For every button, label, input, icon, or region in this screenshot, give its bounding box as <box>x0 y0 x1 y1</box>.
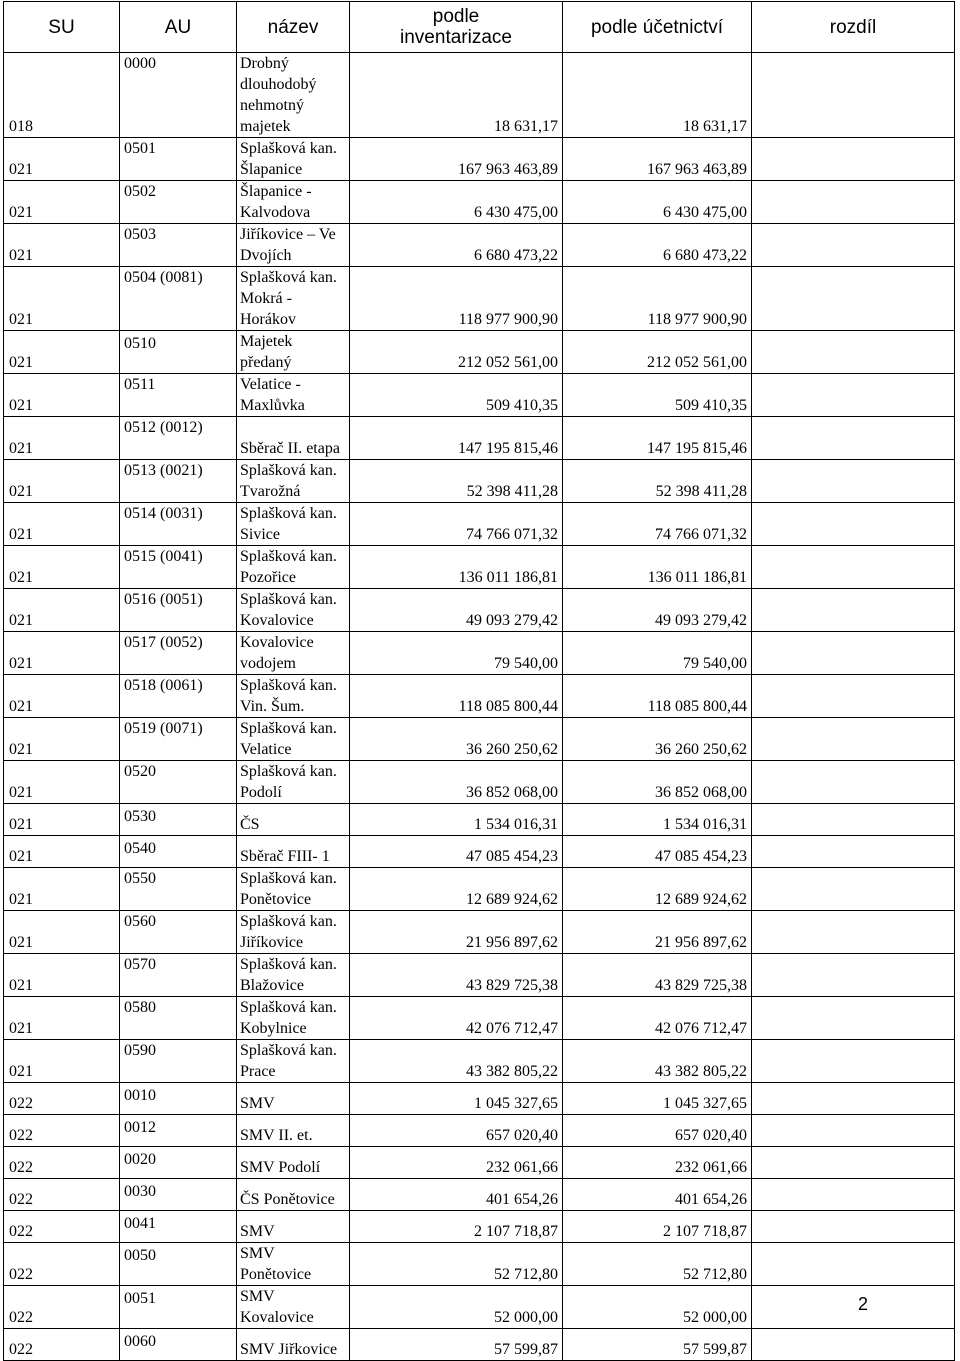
cell-inventarizace: 74 766 071,32 <box>350 503 563 546</box>
header-su: SU <box>4 2 120 53</box>
cell-nazev: Jiříkovice – Ve Dvojích <box>237 224 350 267</box>
cell-su: 021 <box>4 460 120 503</box>
table-row <box>4 1243 955 1286</box>
cell-ucetnictvi: 21 956 897,62 <box>563 911 752 954</box>
cell-au: 0012 <box>120 1115 237 1147</box>
cell-rozdil <box>752 181 955 224</box>
table-body <box>4 53 955 1361</box>
cell-nazev: SMV Jiřkovice <box>237 1329 350 1361</box>
cell-su: 021 <box>4 997 120 1040</box>
cell-au: 0503 <box>120 224 237 267</box>
cell-au: 0590 <box>120 1040 237 1083</box>
cell-ucetnictvi: 657 020,40 <box>563 1115 752 1147</box>
cell-nazev: ČS Ponětovice <box>237 1179 350 1211</box>
cell-nazev: Sběrač FIII- 1 <box>237 836 350 868</box>
cell-inventarizace: 6 680 473,22 <box>350 224 563 267</box>
table-row <box>4 997 955 1040</box>
cell-au: 0501 <box>120 138 237 181</box>
cell-nazev: Kovalovice vodojem <box>237 632 350 675</box>
cell-su: 021 <box>4 138 120 181</box>
cell-nazev: Drobný dlouhodobý nehmotný majetek <box>237 53 350 138</box>
cell-su: 021 <box>4 589 120 632</box>
cell-au: 0504 (0081) <box>120 267 237 331</box>
cell-nazev: SMV Kovalovice <box>237 1286 350 1329</box>
header-ucetnictvi: podle účetnictví <box>563 2 752 53</box>
cell-su: 021 <box>4 911 120 954</box>
table-row <box>4 138 955 181</box>
table-row <box>4 868 955 911</box>
cell-inventarizace: 42 076 712,47 <box>350 997 563 1040</box>
cell-nazev: Splašková kan. Tvarožná <box>237 460 350 503</box>
table-row <box>4 1147 955 1179</box>
cell-rozdil <box>752 836 955 868</box>
cell-inventarizace: 212 052 561,00 <box>350 331 563 374</box>
cell-rozdil <box>752 868 955 911</box>
cell-su: 021 <box>4 675 120 718</box>
cell-su: 021 <box>4 331 120 374</box>
cell-nazev: Splašková kan. Podolí <box>237 761 350 804</box>
cell-rozdil <box>752 804 955 836</box>
cell-inventarizace: 52 000,00 <box>350 1286 563 1329</box>
cell-rozdil <box>752 675 955 718</box>
cell-au: 0518 (0061) <box>120 675 237 718</box>
table-row <box>4 1286 955 1329</box>
cell-nazev: SMV <box>237 1083 350 1115</box>
cell-rozdil <box>752 1147 955 1179</box>
cell-nazev: Splašková kan. Mokrá - Horákov <box>237 267 350 331</box>
table-row <box>4 911 955 954</box>
cell-su: 021 <box>4 836 120 868</box>
table-row <box>4 718 955 761</box>
cell-ucetnictvi: 167 963 463,89 <box>563 138 752 181</box>
cell-inventarizace: 79 540,00 <box>350 632 563 675</box>
cell-su: 022 <box>4 1329 120 1361</box>
cell-ucetnictvi: 12 689 924,62 <box>563 868 752 911</box>
cell-ucetnictvi: 74 766 071,32 <box>563 503 752 546</box>
cell-au: 0570 <box>120 954 237 997</box>
cell-au: 0020 <box>120 1147 237 1179</box>
table-row <box>4 53 955 138</box>
cell-inventarizace: 1 045 327,65 <box>350 1083 563 1115</box>
cell-su: 022 <box>4 1179 120 1211</box>
cell-inventarizace: 43 382 805,22 <box>350 1040 563 1083</box>
cell-rozdil <box>752 138 955 181</box>
cell-nazev: SMV Ponětovice <box>237 1243 350 1286</box>
header-inventarizace-line2: inventarizace <box>400 27 512 48</box>
cell-rozdil <box>752 911 955 954</box>
cell-au: 0516 (0051) <box>120 589 237 632</box>
cell-inventarizace: 6 430 475,00 <box>350 181 563 224</box>
table-row <box>4 836 955 868</box>
table-row <box>4 1115 955 1147</box>
cell-su: 021 <box>4 632 120 675</box>
cell-su: 021 <box>4 374 120 417</box>
cell-su: 021 <box>4 1040 120 1083</box>
table-row <box>4 589 955 632</box>
cell-ucetnictvi: 47 085 454,23 <box>563 836 752 868</box>
table-row <box>4 632 955 675</box>
cell-ucetnictvi: 43 829 725,38 <box>563 954 752 997</box>
cell-nazev: Splašková kan. Sivice <box>237 503 350 546</box>
cell-rozdil <box>752 632 955 675</box>
cell-nazev: Velatice - Maxlůvka <box>237 374 350 417</box>
cell-inventarizace: 167 963 463,89 <box>350 138 563 181</box>
cell-ucetnictvi: 79 540,00 <box>563 632 752 675</box>
cell-ucetnictvi: 401 654,26 <box>563 1179 752 1211</box>
cell-au: 0580 <box>120 997 237 1040</box>
cell-rozdil <box>752 997 955 1040</box>
table-row <box>4 546 955 589</box>
table-row <box>4 954 955 997</box>
table-row <box>4 417 955 460</box>
cell-su: 021 <box>4 761 120 804</box>
cell-rozdil <box>752 503 955 546</box>
cell-ucetnictvi: 136 011 186,81 <box>563 546 752 589</box>
cell-ucetnictvi: 1 534 016,31 <box>563 804 752 836</box>
cell-ucetnictvi: 2 107 718,87 <box>563 1211 752 1243</box>
cell-inventarizace: 18 631,17 <box>350 53 563 138</box>
cell-au: 0515 (0041) <box>120 546 237 589</box>
cell-nazev: Splašková kan. Prace <box>237 1040 350 1083</box>
header-inventarizace-line1: podle <box>432 6 480 27</box>
cell-su: 021 <box>4 503 120 546</box>
cell-rozdil <box>752 331 955 374</box>
cell-rozdil <box>752 1115 955 1147</box>
cell-inventarizace: 657 020,40 <box>350 1115 563 1147</box>
cell-nazev: Splašková kan. Jiříkovice <box>237 911 350 954</box>
cell-su: 022 <box>4 1147 120 1179</box>
cell-nazev: SMV II. et. <box>237 1115 350 1147</box>
cell-su: 021 <box>4 718 120 761</box>
cell-nazev: Splašková kan. Vin. Šum. <box>237 675 350 718</box>
cell-su: 021 <box>4 868 120 911</box>
table-row <box>4 181 955 224</box>
cell-inventarizace: 57 599,87 <box>350 1329 563 1361</box>
cell-au: 0060 <box>120 1329 237 1361</box>
cell-su: 022 <box>4 1115 120 1147</box>
cell-su: 021 <box>4 267 120 331</box>
cell-inventarizace: 147 195 815,46 <box>350 417 563 460</box>
table-row <box>4 761 955 804</box>
cell-ucetnictvi: 57 599,87 <box>563 1329 752 1361</box>
header-nazev: název <box>237 2 350 53</box>
table-row <box>4 1211 955 1243</box>
cell-su: 022 <box>4 1286 120 1329</box>
cell-su: 018 <box>4 53 120 138</box>
cell-rozdil <box>752 589 955 632</box>
cell-inventarizace: 49 093 279,42 <box>350 589 563 632</box>
cell-rozdil <box>752 1083 955 1115</box>
cell-au: 0051 <box>120 1286 237 1329</box>
cell-su: 021 <box>4 224 120 267</box>
cell-rozdil <box>752 1329 955 1361</box>
cell-rozdil <box>752 761 955 804</box>
cell-rozdil <box>752 224 955 267</box>
table-row <box>4 224 955 267</box>
cell-rozdil <box>752 954 955 997</box>
cell-rozdil <box>752 460 955 503</box>
cell-ucetnictvi: 49 093 279,42 <box>563 589 752 632</box>
cell-su: 022 <box>4 1211 120 1243</box>
table-row <box>4 675 955 718</box>
cell-nazev: Splašková kan. Pozořice <box>237 546 350 589</box>
cell-au: 0050 <box>120 1243 237 1286</box>
cell-ucetnictvi: 42 076 712,47 <box>563 997 752 1040</box>
cell-nazev: Splašková kan. Velatice <box>237 718 350 761</box>
cell-au: 0000 <box>120 53 237 138</box>
table-row <box>4 267 955 331</box>
header-rozdil: rozdíl <box>752 2 955 53</box>
cell-nazev: Sběrač II. etapa <box>237 417 350 460</box>
cell-inventarizace: 509 410,35 <box>350 374 563 417</box>
header-inventarizace <box>350 2 563 53</box>
cell-rozdil <box>752 417 955 460</box>
cell-au: 0530 <box>120 804 237 836</box>
table-header-row <box>4 2 955 53</box>
cell-au: 0540 <box>120 836 237 868</box>
table-row <box>4 374 955 417</box>
table-row <box>4 1083 955 1115</box>
cell-inventarizace: 12 689 924,62 <box>350 868 563 911</box>
cell-inventarizace: 47 085 454,23 <box>350 836 563 868</box>
table-row <box>4 1040 955 1083</box>
cell-ucetnictvi: 118 085 800,44 <box>563 675 752 718</box>
cell-nazev: Šlapanice - Kalvodova <box>237 181 350 224</box>
cell-ucetnictvi: 52 000,00 <box>563 1286 752 1329</box>
cell-inventarizace: 118 085 800,44 <box>350 675 563 718</box>
cell-su: 022 <box>4 1083 120 1115</box>
cell-rozdil <box>752 718 955 761</box>
cell-ucetnictvi: 1 045 327,65 <box>563 1083 752 1115</box>
cell-au: 0030 <box>120 1179 237 1211</box>
cell-au: 0519 (0071) <box>120 718 237 761</box>
cell-au: 0510 <box>120 331 237 374</box>
cell-inventarizace: 118 977 900,90 <box>350 267 563 331</box>
cell-inventarizace: 52 398 411,28 <box>350 460 563 503</box>
cell-nazev: Splašková kan. Kovalovice <box>237 589 350 632</box>
cell-au: 0513 (0021) <box>120 460 237 503</box>
cell-rozdil <box>752 1179 955 1211</box>
cell-nazev: SMV Podolí <box>237 1147 350 1179</box>
cell-su: 021 <box>4 546 120 589</box>
cell-ucetnictvi: 509 410,35 <box>563 374 752 417</box>
cell-ucetnictvi: 6 430 475,00 <box>563 181 752 224</box>
header-au: AU <box>120 2 237 53</box>
cell-su: 021 <box>4 417 120 460</box>
cell-rozdil <box>752 546 955 589</box>
cell-inventarizace: 401 654,26 <box>350 1179 563 1211</box>
cell-au: 0041 <box>120 1211 237 1243</box>
cell-ucetnictvi: 52 712,80 <box>563 1243 752 1286</box>
cell-ucetnictvi: 232 061,66 <box>563 1147 752 1179</box>
table-row <box>4 804 955 836</box>
cell-au: 0550 <box>120 868 237 911</box>
cell-ucetnictvi: 43 382 805,22 <box>563 1040 752 1083</box>
cell-rozdil <box>752 267 955 331</box>
cell-nazev: Splašková kan. Ponětovice <box>237 868 350 911</box>
table-row <box>4 1179 955 1211</box>
cell-inventarizace: 1 534 016,31 <box>350 804 563 836</box>
cell-au: 0560 <box>120 911 237 954</box>
page-number: 2 <box>857 1294 868 1314</box>
table-row <box>4 331 955 374</box>
cell-nazev: Splašková kan. Šlapanice <box>237 138 350 181</box>
cell-au: 0514 (0031) <box>120 503 237 546</box>
cell-inventarizace: 21 956 897,62 <box>350 911 563 954</box>
cell-ucetnictvi: 52 398 411,28 <box>563 460 752 503</box>
cell-au: 0502 <box>120 181 237 224</box>
cell-nazev: SMV <box>237 1211 350 1243</box>
cell-ucetnictvi: 118 977 900,90 <box>563 267 752 331</box>
cell-su: 021 <box>4 181 120 224</box>
cell-ucetnictvi: 18 631,17 <box>563 53 752 138</box>
cell-au: 0511 <box>120 374 237 417</box>
table-row <box>4 1329 955 1361</box>
cell-inventarizace: 136 011 186,81 <box>350 546 563 589</box>
cell-rozdil <box>752 1243 955 1286</box>
cell-su: 021 <box>4 804 120 836</box>
inventory-table <box>3 1 955 1361</box>
cell-rozdil <box>752 1211 955 1243</box>
cell-ucetnictvi: 36 260 250,62 <box>563 718 752 761</box>
cell-au: 0512 (0012) <box>120 417 237 460</box>
cell-nazev: ČS <box>237 804 350 836</box>
cell-ucetnictvi: 147 195 815,46 <box>563 417 752 460</box>
cell-rozdil <box>752 1040 955 1083</box>
cell-nazev: Splašková kan. Kobylnice <box>237 997 350 1040</box>
cell-inventarizace: 36 852 068,00 <box>350 761 563 804</box>
cell-nazev: Splašková kan. Blažovice <box>237 954 350 997</box>
cell-inventarizace: 43 829 725,38 <box>350 954 563 997</box>
cell-inventarizace: 52 712,80 <box>350 1243 563 1286</box>
cell-su: 021 <box>4 954 120 997</box>
table-row <box>4 460 955 503</box>
table-row <box>4 503 955 546</box>
cell-su: 022 <box>4 1243 120 1286</box>
cell-au: 0517 (0052) <box>120 632 237 675</box>
cell-ucetnictvi: 36 852 068,00 <box>563 761 752 804</box>
cell-inventarizace: 36 260 250,62 <box>350 718 563 761</box>
cell-nazev: Majetek předaný <box>237 331 350 374</box>
cell-inventarizace: 2 107 718,87 <box>350 1211 563 1243</box>
cell-inventarizace: 232 061,66 <box>350 1147 563 1179</box>
cell-au: 0520 <box>120 761 237 804</box>
cell-rozdil <box>752 1286 955 1329</box>
cell-rozdil <box>752 53 955 138</box>
cell-rozdil <box>752 374 955 417</box>
cell-ucetnictvi: 6 680 473,22 <box>563 224 752 267</box>
cell-ucetnictvi: 212 052 561,00 <box>563 331 752 374</box>
cell-au: 0010 <box>120 1083 237 1115</box>
